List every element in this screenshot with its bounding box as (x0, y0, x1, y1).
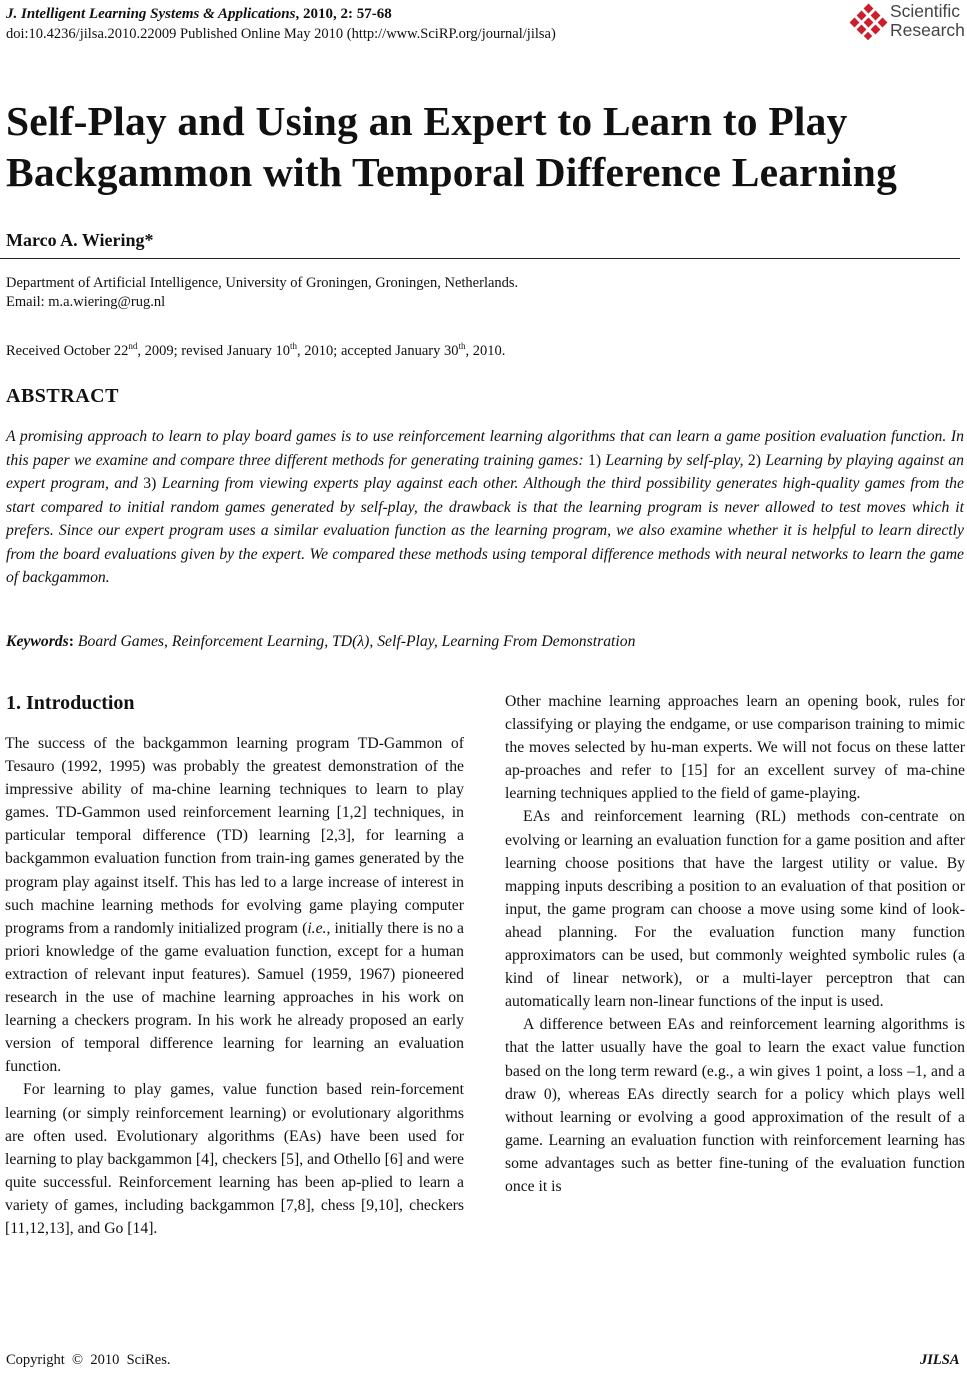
intro-p1-part-b: , initially there is no a priori knowledge of the game evaluation function, except for a human extraction of relevant input features). Samuel (1959, 1967) pioneered research in the use of machine learning approaches in his work on learning a checkers program. In his work he already proposed an early version of temporal difference learning for learning an evaluation function. (5, 919, 464, 1076)
keywords-part-2: ), Self-Play, Learning From Demonstration (364, 633, 636, 650)
affiliation-block (6, 274, 518, 312)
title-line-1: Self-Play and Using an Expert to Learn to Play (6, 98, 848, 144)
logo-text (890, 2, 965, 40)
received-sup-1: nd (128, 341, 138, 351)
abstract-part-4: Learning from viewing experts play against each other. Although the third possibility generates high-quality games from the start compared to initial random games generated by self-play, the drawback is that the learning program is never allowed to test moves which it prefers. Since our expert program uses a similar evaluation function as the learning program, we also examine whether it is helpful to learn directly from the board evaluations given by the expert. We compared these methods using temporal difference methods with neural networks to learn the game of backgammon. (6, 475, 964, 586)
intro-paragraph-1 (5, 732, 464, 1078)
intro-paragraph-4: EAs and reinforcement learning (RL) methods con-centrate on evolving or learning an evaluation function for a game position and after learning choose positions that have the largest utility or value. By mapping inputs describing a position to an evaluation of that position or input, the game program can choose a move using some kind of look-ahead planning. For the evaluation function many function approximators can be used, but commonly weighted symbolic rules (a kind of linear network), or a multi-layer perceptron that can automatically learn non-linear functions of the input is used. (505, 808, 965, 1011)
intro-p1-ie: i.e. (307, 919, 327, 937)
received-sup-3: th (458, 341, 466, 351)
keywords-label: Keywords (6, 633, 69, 650)
title-divider (0, 258, 960, 259)
section-heading-introduction: 1. Introduction (6, 692, 135, 714)
received-text-2: , 2009; revised January 10 (137, 342, 291, 359)
intro-p1-part-a: The success of the backgammon learning program TD-Gammon of Tesauro (1992, 1995) was probably the greatest demonstration of the impressive ability of ma-chine learning techniques to learn to play games. TD-Gammon used reinforcement learning [1,2] techniques, in particular temporal difference (TD) learning [2,3], for learning a backgammon evaluation function from train-ing games generated by the program play against itself. This has led to a large increase of interest in such machine learning methods for evolving game playing computer programs from a randomly initialized program ( (5, 735, 464, 937)
copyright-footer: Copyright © 2010 SciRes. (6, 1352, 171, 1368)
abstract-num-3: 3) (143, 475, 157, 492)
scientific-research-logo (850, 2, 965, 42)
volume-info: , 2010, 2: 57-68 (295, 6, 392, 22)
abstract-part-1: A promising approach to learn to play board games is to use reinforcement learning algorithms that can learn a game position evaluation function. In this paper we examine and compare three different methods for generating training games: (6, 428, 964, 469)
title-line-2: Backgammon with Temporal Difference Learning (6, 149, 898, 195)
abstract-num-2: 2) (747, 451, 761, 469)
journal-abbrev-footer: JILSA (920, 1352, 960, 1368)
left-column (5, 732, 464, 1240)
intro-paragraph-2: For learning to play games, value function based rein-forcement learning (or simply reinforcement learning) or evolutionary algorithms are often used. Evolutionary algorithms (EAs) have been used for learning to play backgammon [4], checkers [5], and Othello [6] and were quite successful. Reinforcement learning has been ap-plied to learn a variety of games, including backgammon [7,8], chess [9,10], checkers [11,12,13], and Go [14]. (5, 1081, 464, 1237)
intro-paragraph-5: A difference between EAs and reinforcement learning algorithms is that the latter usually have the goal to learn the exact value function based on the long term reward (e.g., a win gives 1 point, a loss –1, and a draw 0), whereas EAs directly search for a policy which plays well without learning or evolving a good approximation of the result of a game. Learning an evaluation function with reinforcement learning has some advantages such as better fine-tuning of the evaluation function once it is (505, 1016, 965, 1195)
received-dates (6, 337, 505, 361)
abstract-heading: ABSTRACT (6, 385, 119, 407)
journal-title: J. Intelligent Learning Systems & Applications (6, 6, 296, 22)
received-text-1: Received October 22 (6, 342, 129, 359)
keywords-colon: : (68, 633, 78, 650)
doi-line: doi:10.4236/jilsa.2010.22009 Published Online May 2010 (http://www.SciRP.org/journal/jilsa) (6, 26, 556, 42)
abstract-part-2: Learning by self-play, (601, 451, 748, 469)
keywords-lambda: λ (357, 633, 365, 650)
keywords-line (6, 633, 635, 651)
abstract-num-1: 1) (588, 451, 602, 469)
email: Email: m.a.wiering@rug.nl (6, 294, 166, 310)
paper-title (6, 96, 897, 198)
affiliation: Department of Artificial Intelligence, University of Groningen, Groningen, Netherlands. (6, 275, 519, 291)
logo-mark-icon (850, 3, 888, 41)
right-column (505, 690, 965, 1198)
author-name: Marco A. Wiering* (6, 230, 154, 250)
received-sup-2: th (290, 341, 298, 351)
logo-line-1: Scientific (890, 1, 961, 21)
received-text-3: , 2010; accepted January 30 (297, 342, 459, 359)
abstract-text (6, 425, 964, 590)
abstract-part-3: Learning by playing against an expert program, and (6, 451, 964, 492)
journal-header (6, 5, 392, 23)
received-text-4: , 2010. (465, 342, 506, 359)
logo-line-2: Research (890, 20, 965, 40)
keywords-part-1: Board Games, Reinforcement Learning, TD( (77, 633, 358, 650)
intro-paragraph-3: Other machine learning approaches learn an opening book, rules for classifying or playing the endgame, or use comparison training to mimic the moves selected by hu-man experts. We will not focus on these latter ap-proaches and refer to [15] for an excellent survey of ma-chine learning techniques applied to the field of game-playing. (505, 693, 965, 803)
